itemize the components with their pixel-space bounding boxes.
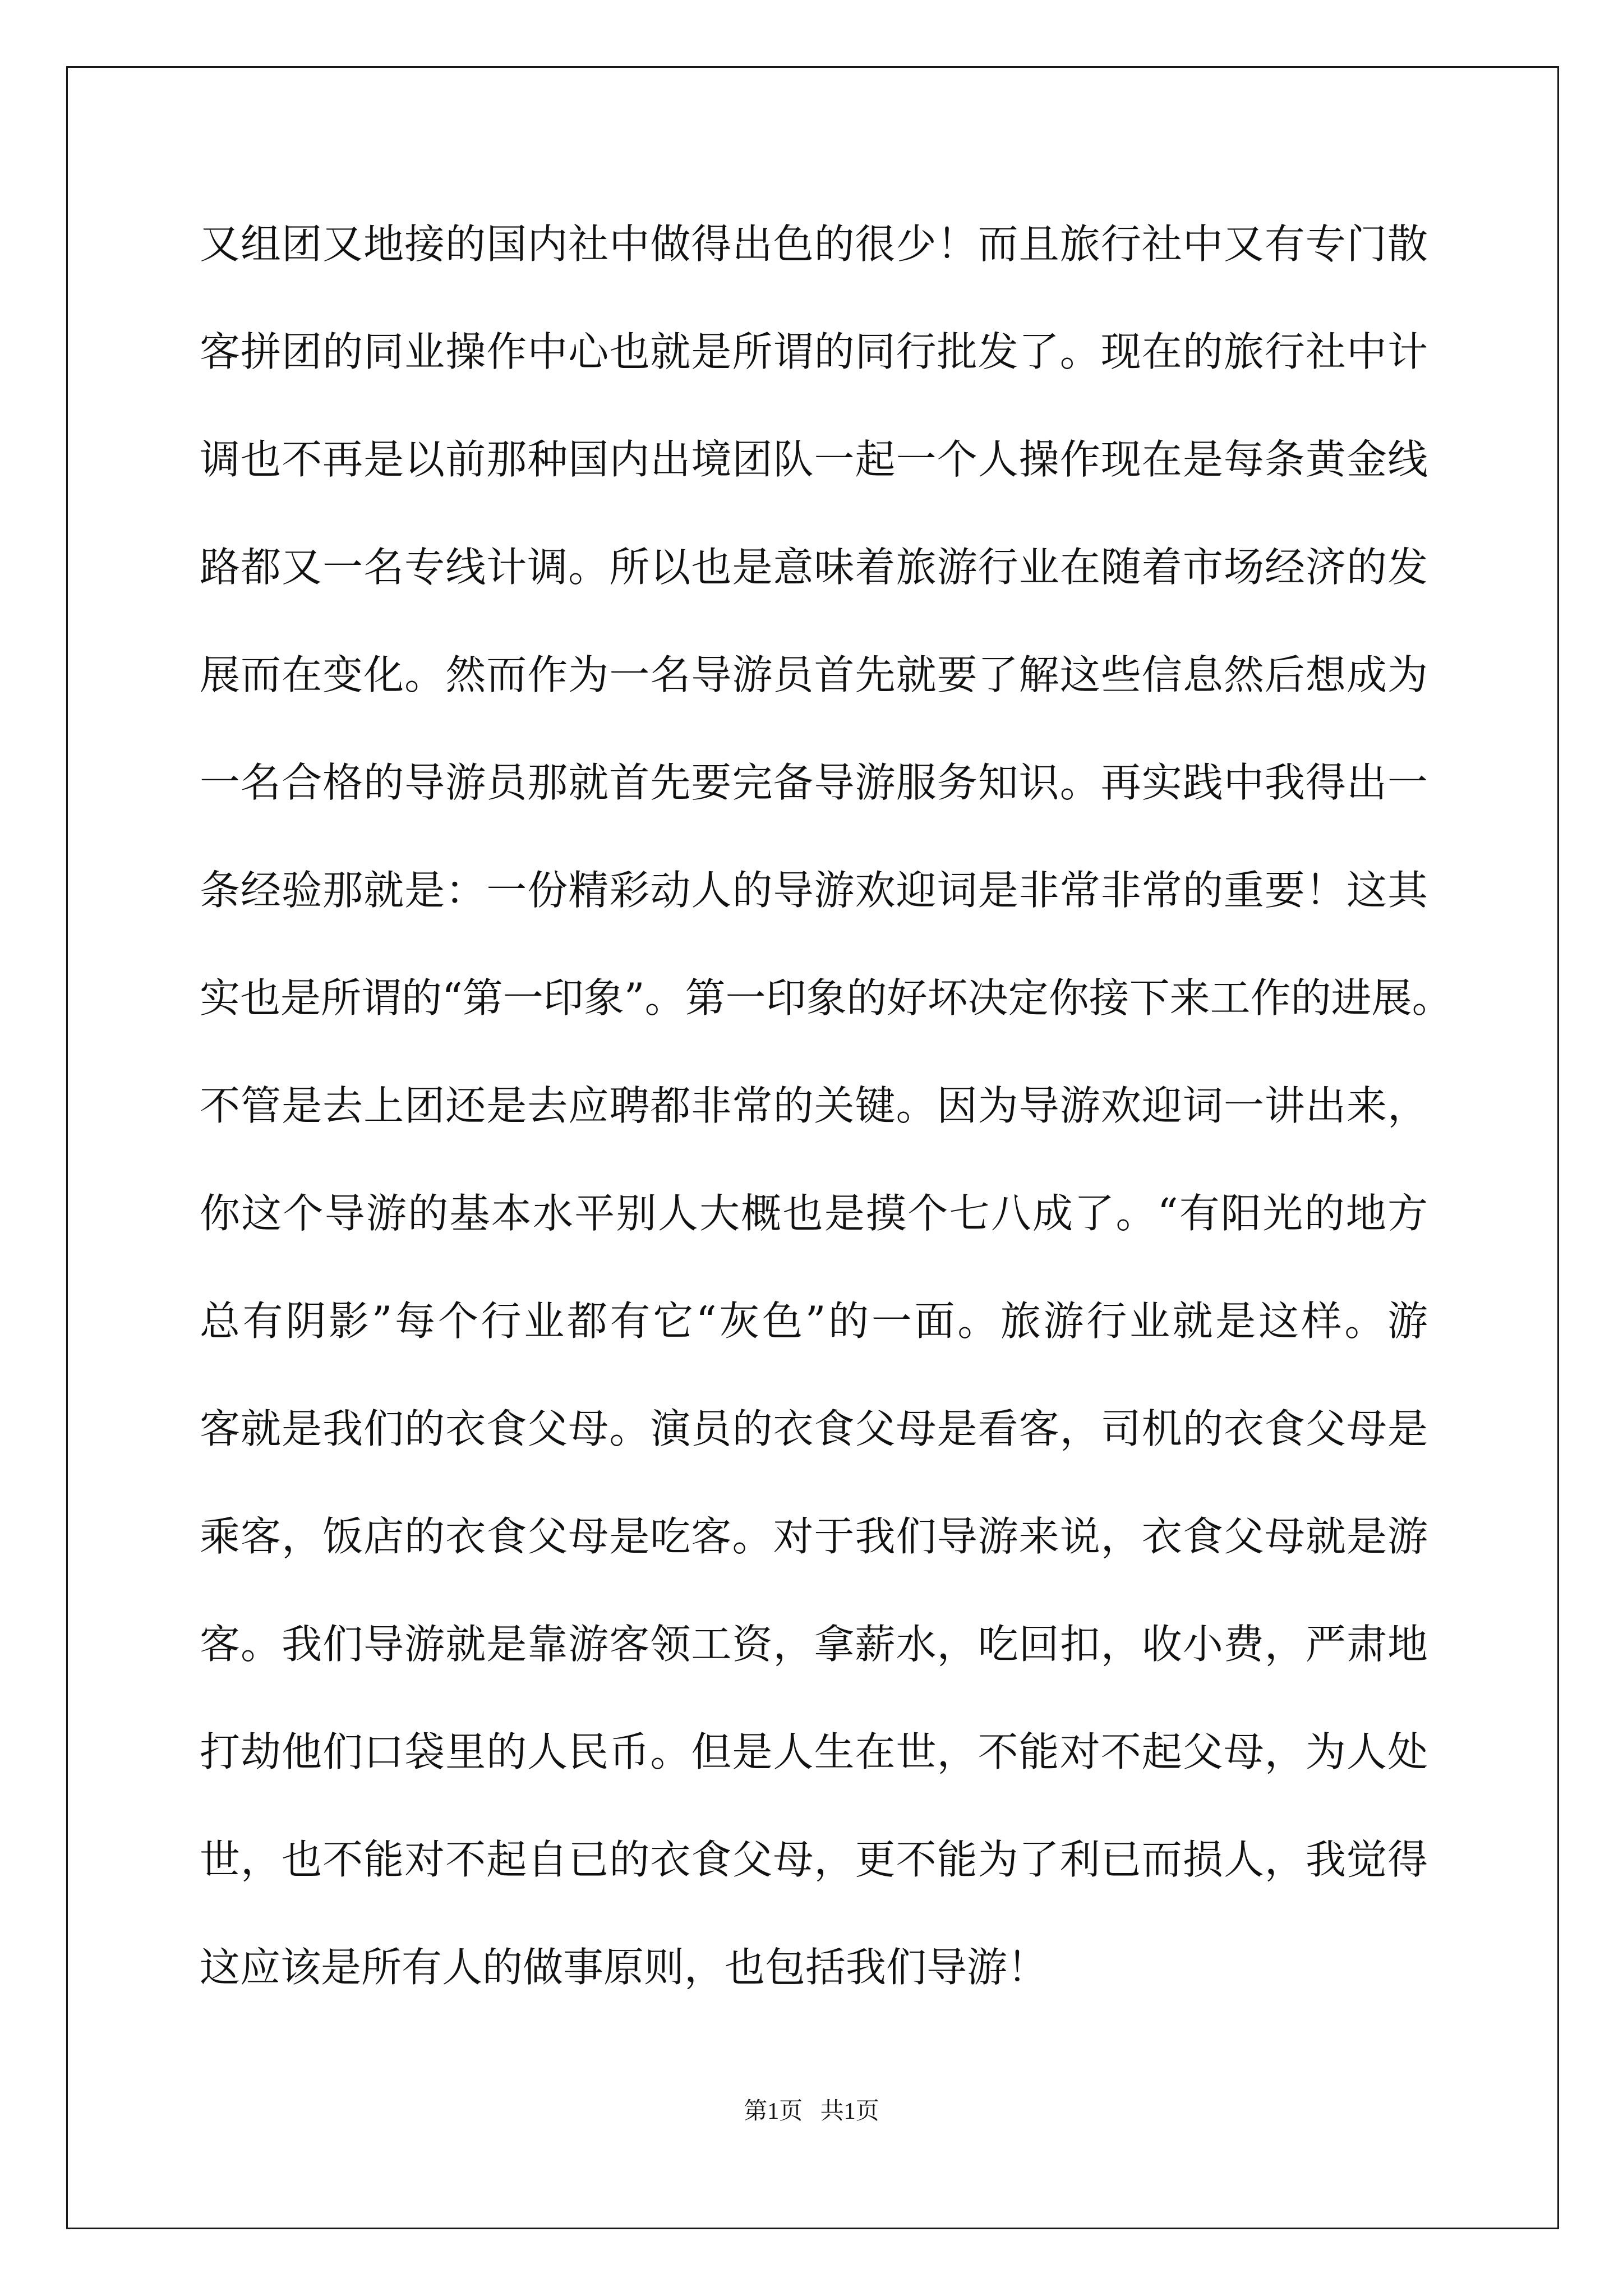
text-line: 客。我们导游就是靠游客领工资，拿薪水，吃回扣，收小费，严肃地	[200, 1621, 1428, 1668]
text-line: 又组团又地接的国内社中做得出色的很少！而且旅行社中又有专门散	[200, 220, 1428, 268]
text-line: 世，也不能对不起自已的衣食父母，更不能为了利已而损人，我觉得	[200, 1836, 1428, 1883]
page-number-footer: 第1页 共1页	[744, 2099, 879, 2124]
text-line: 不管是去上团还是去应聘都非常的关键。因为导游欢迎词一讲出来，	[200, 1082, 1428, 1129]
text-line: 调也不再是以前那种国内出境团队一起一个人操作现在是每条黄金线	[200, 436, 1428, 483]
text-line: 路都又一名专线计调。所以也是意味着旅游行业在随着市场经济的发	[200, 544, 1428, 591]
document-body	[200, 216, 1453, 2047]
text-line: 你这个导游的基本水平别人大概也是摸个七八成了。“有阳光的地方	[200, 1190, 1428, 1237]
text-line: 打劫他们口袋里的人民币。但是人生在世，不能对不起父母，为人处	[200, 1728, 1428, 1775]
text-line: 总有阴影”每个行业都有它“灰色”的一面。旅游行业就是这样。游	[200, 1297, 1428, 1345]
text-line: 实也是所谓的“第一印象”。第一印象的好坏决定你接下来工作的进展。	[200, 974, 1453, 1022]
text-line: 乘客，饭店的衣食父母是吃客。对于我们导游来说，衣食父母就是游	[200, 1513, 1428, 1560]
text-line: 客拼团的同业操作中心也就是所谓的同行批发了。现在的旅行社中计	[200, 328, 1428, 375]
text-line: 这应该是所有人的做事原则，也包括我们导游！	[200, 1944, 1048, 1991]
text-line: 一名合格的导游员那就首先要完备导游服务知识。再实践中我得出一	[200, 759, 1428, 806]
text-line: 条经验那就是：一份精彩动人的导游欢迎词是非常非常的重要！这其	[200, 867, 1428, 914]
text-line: 客就是我们的衣食父母。演员的衣食父母是看客，司机的衣食父母是	[200, 1405, 1428, 1452]
text-line: 展而在变化。然而作为一名导游员首先就要了解这些信息然后想成为	[200, 651, 1428, 698]
